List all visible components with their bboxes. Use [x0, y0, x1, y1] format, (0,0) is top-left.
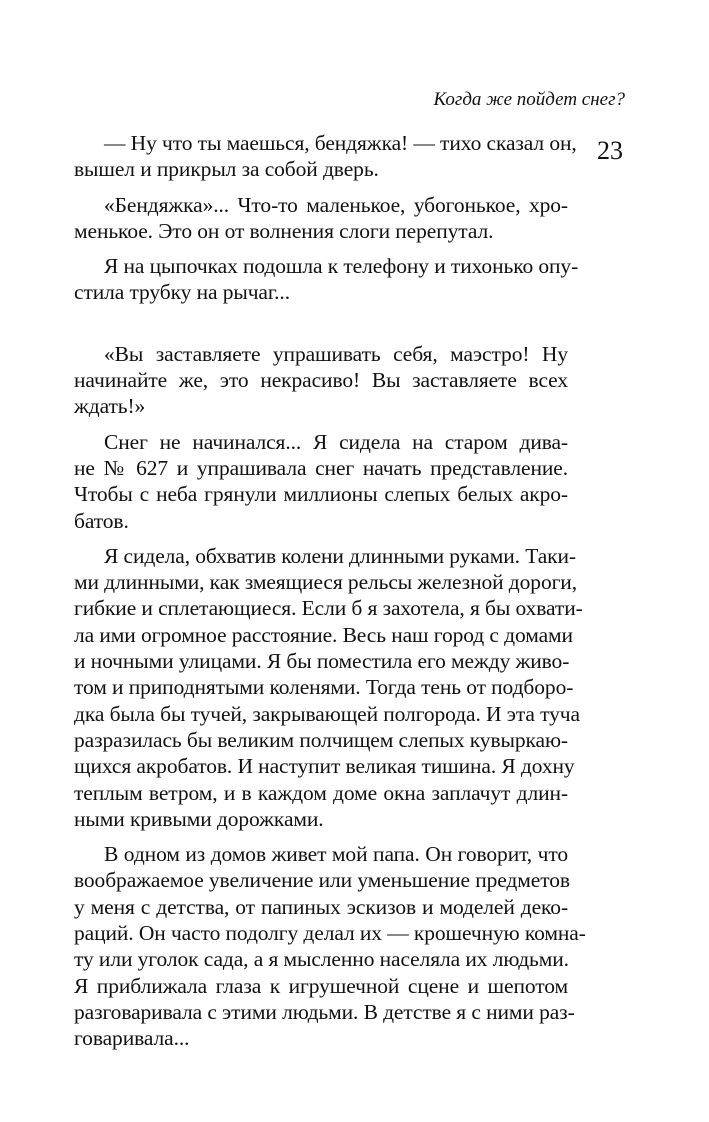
text-line: «Бендяжка»... Что-то маленькое, убогонькое, хро- [104, 192, 568, 217]
text-line: раций. Он часто подолгу делал их — крошечную комна- [74, 921, 586, 946]
text-line: не № 627 и упрашивала снег начать представление. [74, 455, 568, 480]
text-line: Снег не начинался... Я сидела на старом дива- [104, 429, 568, 454]
text-line: разразилась бы великим полчищем слепых кувыркаю- [74, 727, 568, 752]
text-line: «Вы заставляете упрашивать себя, маэстро! Ну [104, 341, 568, 366]
text-line: батов. [74, 508, 129, 533]
text-line: Я приближала глаза к игрушечной сцене и шепотом [74, 973, 568, 998]
text-line: стила трубку на рычаг... [74, 280, 290, 305]
text-line: начинайте же, это некрасиво! Вы заставляете всех [74, 368, 568, 393]
text-line: гибкие и сплетающиеся. Если б я захотела, я бы охвати- [74, 596, 583, 621]
text-line: и ночными улицами. Я бы поместила его между живо- [74, 649, 570, 674]
text-line: менькое. Это он от волнения слоги перепутал. [74, 218, 494, 243]
text-line: ми длинными, как змеящиеся рельсы железной дороги, [74, 570, 577, 595]
text-line: дка была бы тучей, закрывающей полгорода. И эта туча [74, 701, 580, 726]
text-line: ла ими огромное расстояние. Весь наш город с домами [74, 622, 573, 647]
text-line: ными кривыми дорожками. [74, 806, 324, 831]
text-line: Я на цыпочках подошла к телефону и тихонько опу- [104, 254, 579, 279]
page-number: 23 [597, 136, 623, 165]
body-text [74, 130, 586, 1052]
text-line: том и приподнятыми коленями. Тогда тень от подборо- [74, 675, 574, 700]
text-line: теплым ветром, и в каждом доме окна заплачут длин- [74, 780, 568, 805]
text-line: у меня с детства, от папиных эскизов и моделей деко- [74, 894, 568, 919]
text-line: В одном из домов живет мой папа. Он говорит, что [104, 842, 568, 867]
running-title: Когда же пойдет снег? [433, 89, 625, 110]
text-line: Я сидела, обхватив колени длинными руками. Таки- [104, 543, 576, 568]
text-line: Чтобы с неба грянули миллионы слепых белых акро- [74, 482, 568, 507]
text-line: воображаемое увеличение или уменьшение предметов [74, 868, 570, 893]
text-line: — Ну что ты маешься, бендяжка! — тихо сказал он, [104, 131, 577, 155]
text-line: ту или уголок сада, а я мысленно населяла их людьми. [74, 947, 569, 972]
text-line: говаривала... [74, 1026, 190, 1051]
text-line: разговаривала с этими людьми. В детстве я с ними раз- [74, 999, 575, 1024]
text-line: щихся акробатов. И наступит великая тишина. Я дохну [74, 754, 575, 779]
text-line: ждать!» [74, 394, 146, 419]
text-line: вышел и прикрыл за собой дверь. [74, 157, 379, 182]
